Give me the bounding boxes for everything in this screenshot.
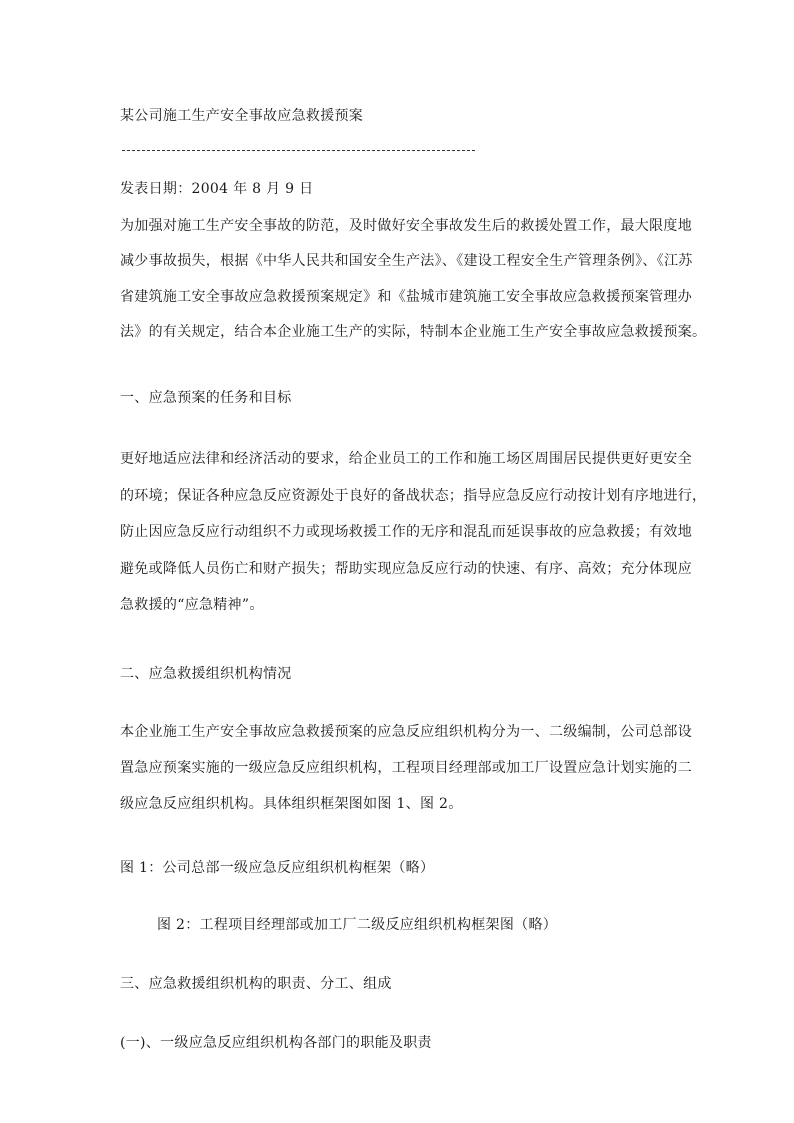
separator-line bbox=[122, 150, 475, 151]
figure-1-caption: 图 1：公司总部一级应急反应组织机构框架（略） bbox=[120, 860, 435, 876]
section-heading-3: 三、应急救援组织机构的职责、分工、组成 bbox=[120, 976, 392, 992]
subsection-heading: (一)、一级应急反应组织机构各部门的职能及职责 bbox=[120, 1035, 432, 1051]
paragraph-line: 为加强对施工生产安全事故的防范，及时做好安全事故发生后的救援处置工作，最大限度地 bbox=[120, 218, 692, 234]
figure-2-caption: 图 2：工程项目经理部或加工厂二级反应组织机构框架图（略） bbox=[157, 917, 558, 933]
paragraph-line: 减少事故损失，根据《中华人民共和国安全生产法》、《建设工程安全生产管理条例》、《江苏 bbox=[120, 253, 693, 269]
paragraph-line: 级应急反应组织机构。具体组织框架图如图 1、图 2。 bbox=[120, 796, 463, 812]
paragraph-line: 法》的有关规定，结合本企业施工生产的实际，特制本企业施工生产安全事故应急救援预案。 bbox=[120, 324, 707, 340]
document-title: 某公司施工生产安全事故应急救援预案 bbox=[120, 108, 364, 124]
paragraph-line: 防止因应急反应行动组织不力或现场救援工作的无序和混乱而延误事故的应急救援；有效地 bbox=[120, 524, 692, 540]
publish-date: 发表日期：2004 年 8 月 9 日 bbox=[120, 181, 314, 197]
paragraph-line: 省建筑施工安全事故应急救援预案规定》和《盐城市建筑施工安全事故应急救援预案管理办 bbox=[120, 289, 692, 305]
section-heading-1: 一、应急预案的任务和目标 bbox=[120, 390, 292, 406]
paragraph-line: 急救援的“应急精神”。 bbox=[120, 597, 264, 613]
paragraph-line: 置急应预案实施的一级应急反应组织机构，工程项目经理部或加工厂设置应急计划实施的二 bbox=[120, 760, 692, 776]
paragraph-line: 的环境；保证各种应急反应资源处于良好的备战状态；指导应急反应行动按计划有序地进行， bbox=[120, 488, 707, 504]
section-heading-2: 二、应急救援组织机构情况 bbox=[120, 666, 292, 682]
paragraph-line: 更好地适应法律和经济活动的要求，给企业员工的工作和施工场区周围居民提供更好更安全 bbox=[120, 451, 692, 467]
paragraph-line: 本企业施工生产安全事故应急救援预案的应急反应组织机构分为一、二级编制，公司总部设 bbox=[120, 724, 692, 740]
paragraph-line: 避免或降低人员伤亡和财产损失；帮助实现应急反应行动的快速、有序、高效；充分体现应 bbox=[120, 561, 692, 577]
